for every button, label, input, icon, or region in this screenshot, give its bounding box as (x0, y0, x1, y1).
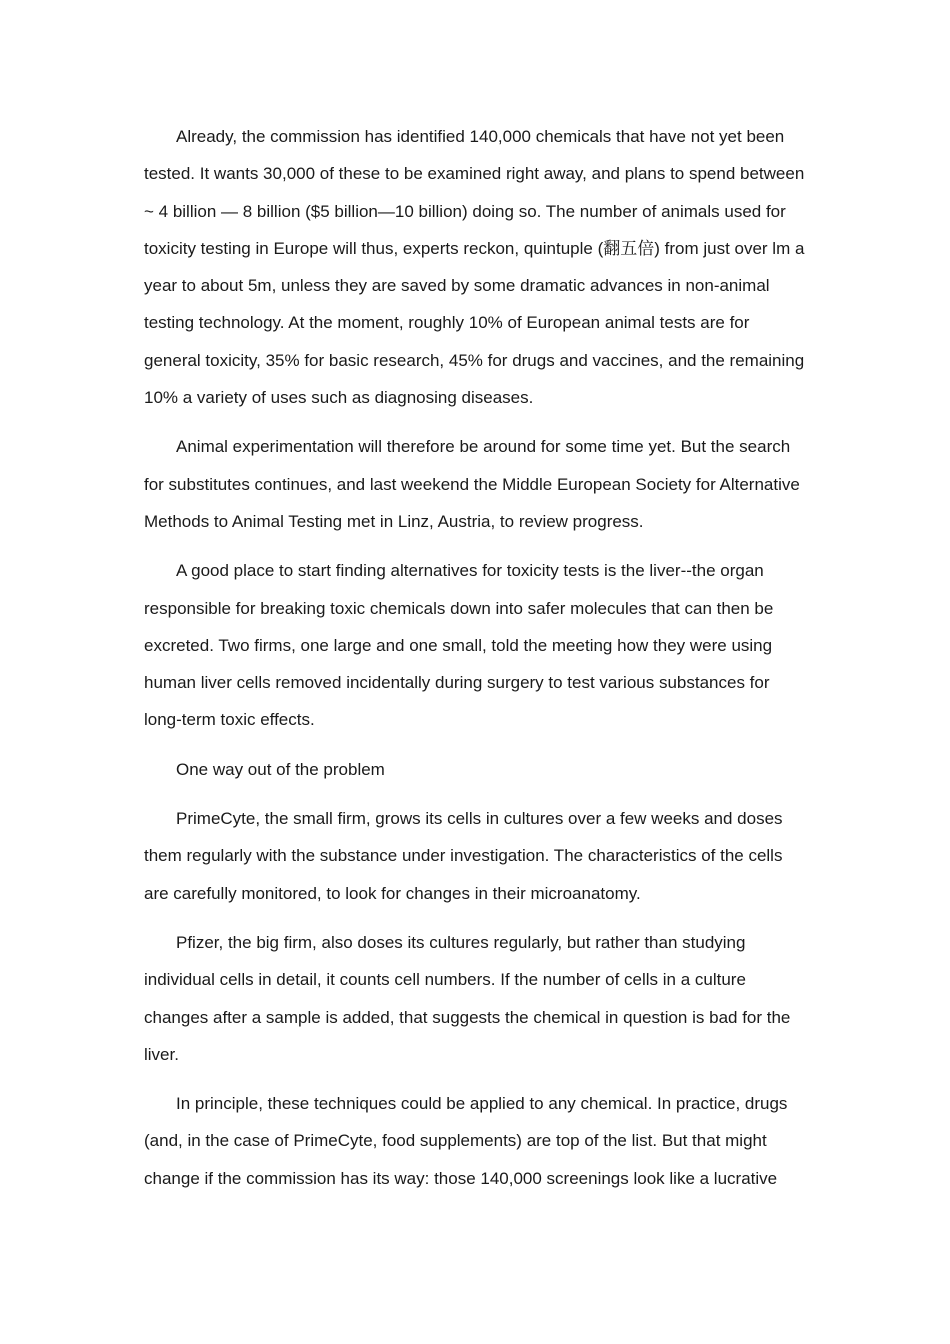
paragraph-animal-experimentation: Animal experimentation will therefore be around for some time yet. But the search for substitutes continues, and last weekend the Middle European Society for Alternative Methods to Animal Testing met in Linz, Austria, to review progress. (144, 437, 800, 531)
paragraph-pfizer: Pfizer, the big firm, also doses its cultures regularly, but rather than studying individual cells in detail, it counts cell numbers. If the number of cells in a culture changes after a sample is added, that suggests the chemical in question is bad for the liver. (144, 932, 791, 1064)
paragraph-primecyte: PrimeCyte, the small firm, grows its cells in cultures over a few weeks and doses them regularly with the substance under investigation. The characteristics of the cells are carefully monitored, to look for changes in their microanatomy. (144, 809, 783, 903)
paragraph-commission-chemicals: Already, the commission has identified 140,000 chemicals that have not yet been tested. It wants 30,000 of these to be examined right away, and plans to spend between ~ 4 billion — 8 billion ($5 billion—10 billion) doing so. The number of animals used for toxicity testing in Europe will thus, experts reckon, quintuple (翻五倍) from just over lm a year to about 5m, unless they are saved by some dramatic advances in non-animal testing technology. At the moment, roughly 10% of European animal tests are for general toxicity, 35% for basic research, 45% for drugs and vaccines, and the remaining 10% a variety of uses such as diagnosing diseases. (144, 127, 805, 408)
document-body (144, 118, 808, 1209)
section-heading: One way out of the problem (176, 759, 385, 779)
paragraph-principle: In principle, these techniques could be applied to any chemical. In practice, drugs (and, in the case of PrimeCyte, food supplements) are top of the list. But that might change if the commission has its way: those 140,000 screenings look like a lucrative (144, 1094, 788, 1188)
paragraph-liver-alternatives: A good place to start finding alternatives for toxicity tests is the liver--the organ responsible for breaking toxic chemicals down into safer molecules that can then be excreted. Two firms, one large and one small, told the meeting how they were using human liver cells removed incidentally during surgery to test various substances for long-term toxic effects. (144, 561, 774, 730)
